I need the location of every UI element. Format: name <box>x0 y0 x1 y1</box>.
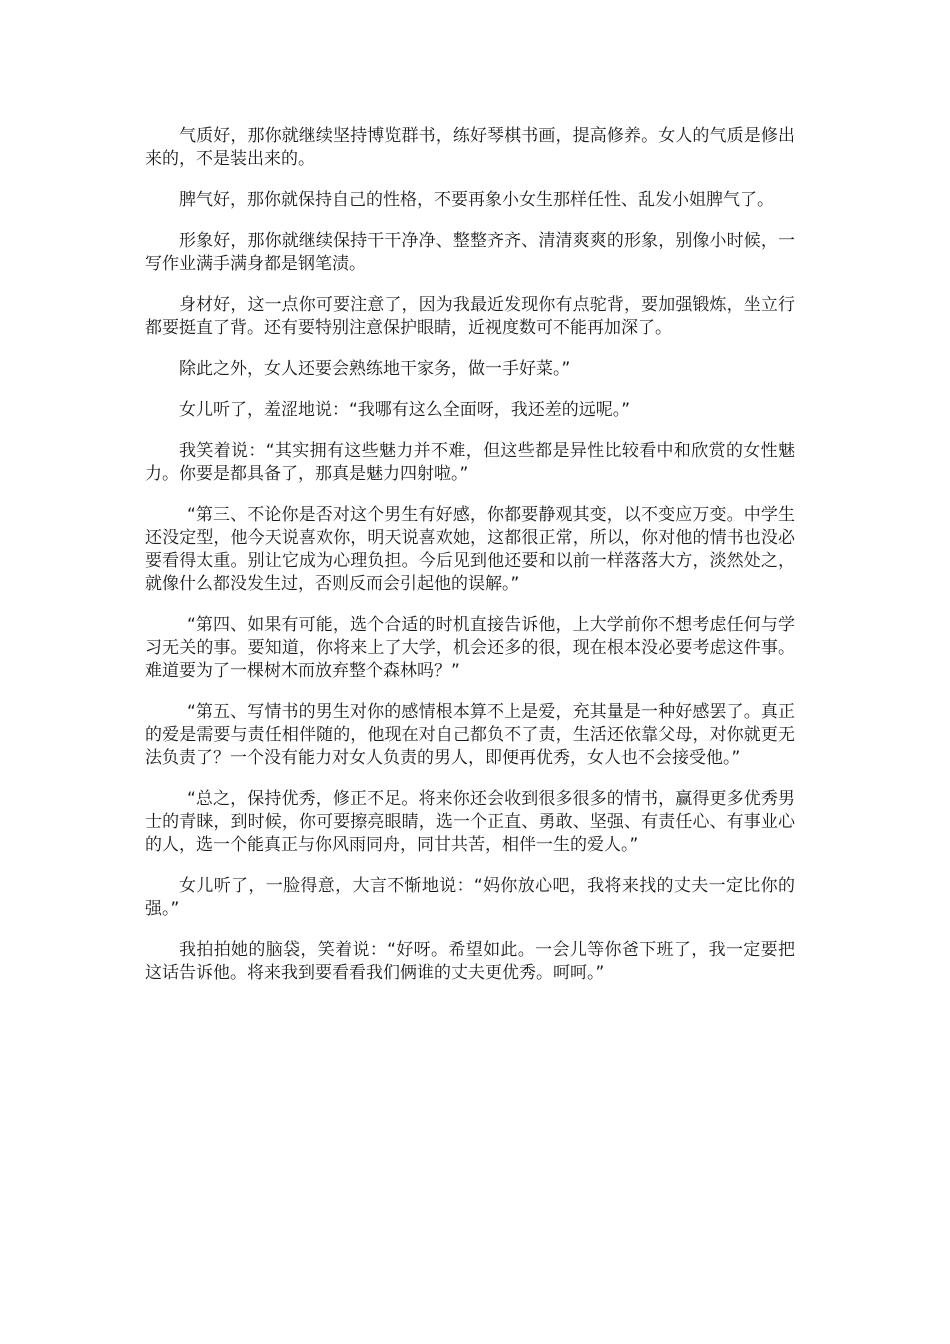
paragraph-summary: “总之，保持优秀，修正不足。将来你还会收到很多很多的情书，赢得更多优秀男士的青睐，到时候，你可要擦亮眼睛，选一个正直、勇敢、坚强、有责任心、有事业心的人，选一个能真正与你风雨同舟，同甘共苦，相伴一生的爱人。” <box>145 789 795 855</box>
paragraph-point-three: “第三、不论你是否对这个男生有好感，你都要静观其变，以不变应万变。中学生还没定型，他今天说喜欢你，明天说喜欢她，这都很正常，所以，你对他的情书也没必要看得太重。别让它成为心理负担。今后见到他还要和以前一样落落大方，淡然处之，就像什么都没发生过，否则反而会引起他的误解。” <box>145 505 795 594</box>
paragraph-figure: 身材好，这一点你可要注意了，因为我最近发现你有点驼背，要加强锻炼，坐立行都要挺直了背。还有要特别注意保护眼睛，近视度数可不能再加深了。 <box>145 295 795 338</box>
paragraph-mother-reply: 我笑着说：“其实拥有这些魅力并不难，但这些都是异性比较看中和欣赏的女性魅力。你要是都具备了，那真是魅力四射啦。” <box>145 441 795 484</box>
paragraph-temperament: 气质好，那你就继续坚持博览群书，练好琴棋书画，提高修养。女人的气质是修出来的，不是装出来的。 <box>145 126 795 169</box>
paragraph-appearance: 形象好，那你就继续保持干干净净、整整齐齐、清清爽爽的形象，别像小时候，一写作业满手满身都是钢笔渍。 <box>145 231 795 274</box>
paragraph-housework: 除此之外，女人还要会熟练地干家务，做一手好菜。” <box>179 359 571 379</box>
document-body <box>145 125 795 1003</box>
paragraph-daughter-confident: 女儿听了，一脸得意，大言不惭地说：“妈你放心吧，我将来找的丈夫一定比你的强。” <box>145 876 795 919</box>
paragraph-point-four: “第四、如果有可能，选个合适的时机直接告诉他，上大学前你不想考虑任何与学习无关的事。要知道，你将来上了大学，机会还多的很，现在根本没必要考虑这件事。难道要为了一棵树木而放弃整个森林吗？” <box>145 615 795 681</box>
paragraph-disposition: 脾气好，那你就保持自己的性格，不要再象小女生那样任性、乱发小姐脾气了。 <box>179 190 774 210</box>
paragraph-point-five: “第五、写情书的男生对你的感情根本算不上是爱，充其量是一种好感罢了。真正的爱是需要与责任相伴随的，他现在对自己都负不了责，生活还依靠父母，对你就更无法负责了？一个没有能力对女人负责的男人，即便再优秀，女人也不会接受他。” <box>145 702 795 768</box>
paragraph-closing: 我拍拍她的脑袋，笑着说：“好呀。希望如此。一会儿等你爸下班了，我一定要把这话告诉他。将来我到要看看我们俩谁的丈夫更优秀。呵呵。” <box>145 940 795 983</box>
paragraph-daughter-reply: 女儿听了，羞涩地说：“我哪有这么全面呀，我还差的远呢。” <box>179 400 631 420</box>
